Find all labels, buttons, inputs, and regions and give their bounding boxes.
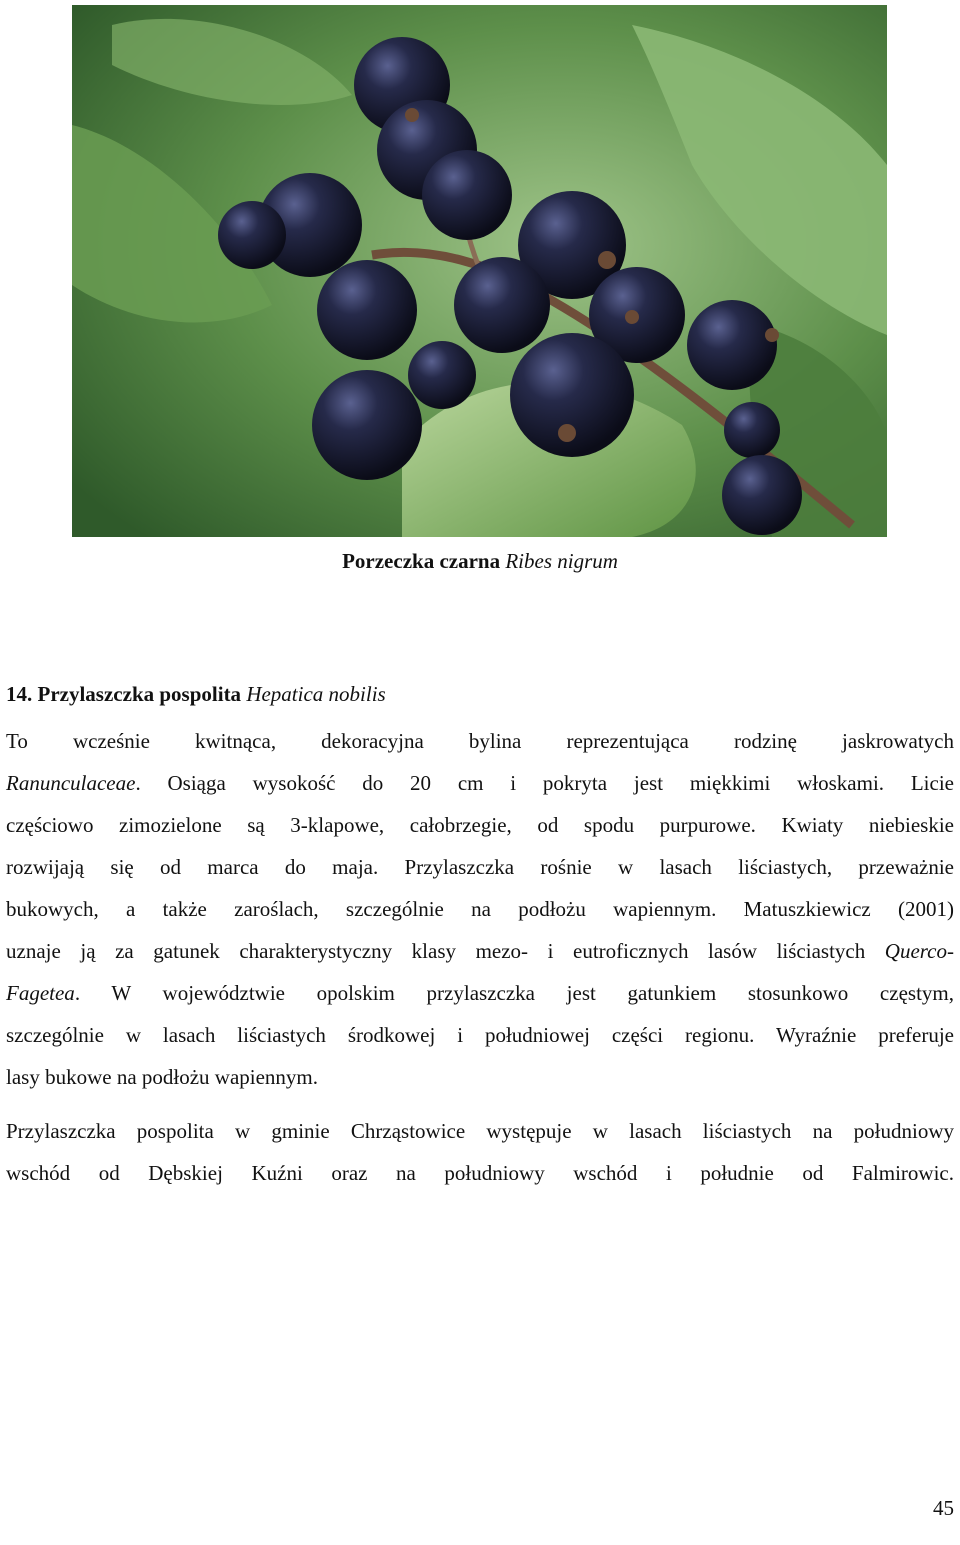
page-number: 45 [933,1496,954,1520]
heading-title: 14. Przylaszczka pospolita [6,682,242,706]
paragraph-line: Ranunculaceae. Osiąga wysokość do 20 cm i pokryta jest miękkimi włoskami. Licie [6,771,954,795]
blackcurrant-photo [72,5,887,537]
paragraph-line: Fagetea. W województwie opolskim przylaszczka jest gatunkiem stosunkowo częstym, [6,981,954,1005]
paragraph-description [6,720,954,1098]
paragraph-line: bukowych, a także zaroślach, szczególnie na podłożu wapiennym. Matuszkiewicz (2001) [6,897,954,921]
paragraph-line: szczególnie w lasach liściastych środkowej i południowej części regionu. Wyraźnie preferuje [6,1023,954,1047]
latin-class-name: Querco- [884,939,954,963]
paragraph-line: Przylaszczka pospolita w gminie Chrząstowice występuje w lasach liściastych na południowy [6,1119,954,1143]
paragraph-location [6,1110,954,1194]
caption-latin-name: Ribes nigrum [505,549,618,573]
caption-common-name: Porzeczka czarna [342,549,501,573]
heading-latin-name: Hepatica nobilis [246,682,386,706]
paragraph-line: rozwijają się od marca do maja. Przylaszczka rośnie w lasach liściastych, przeważnie [6,855,954,879]
figure-caption [0,549,960,574]
latin-class-name-cont: Fagetea [6,981,75,1005]
paragraph-line: uznaje ją za gatunek charakterystyczny klasy mezo- i eutroficznych lasów liściastych Querco- [6,939,954,963]
section-heading [6,682,386,707]
paragraph-line: wschód od Dębskiej Kuźni oraz na południowy wschód i południe od Falmirowic. [6,1161,954,1185]
latin-family-name: Ranunculaceae [6,771,136,795]
paragraph-line: lasy bukowe na podłożu wapiennym. [6,1065,319,1089]
paragraph-line: częściowo zimozielone są 3-klapowe, całobrzegie, od spodu purpurowe. Kwiaty niebieskie [6,813,954,837]
paragraph-line: To wcześnie kwitnąca, dekoracyjna bylina reprezentująca rodzinę jaskrowatych [6,729,954,753]
